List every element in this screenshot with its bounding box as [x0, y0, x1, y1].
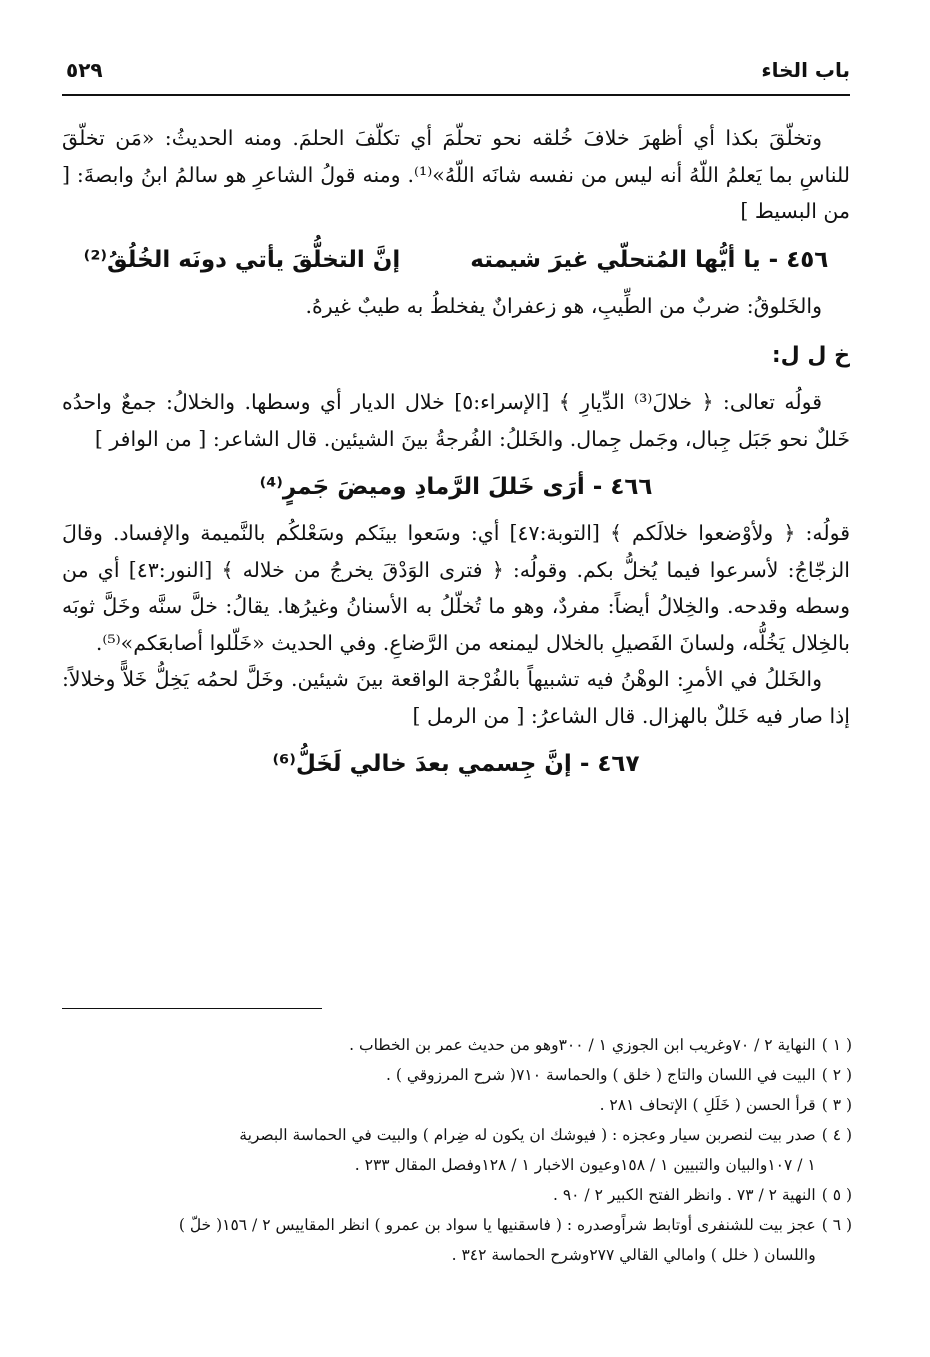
footnote-text: قرأ الحسن ( خَلَلِ ) الإتحاف ٢٨١ .	[599, 1096, 816, 1114]
footnotes	[62, 1030, 852, 1270]
footnote-text: النهية ٢ / ٧٣ . وانظر الفتح الكبير ٢ / ٩٠ .	[552, 1186, 816, 1204]
footnote-1	[62, 1030, 852, 1060]
footnote-text-continued: ١ / ١٠٧والبيان والتبيين ١ / ١٥٨وعيون الاخبار ١ / ١٢٨وفصل المقال ٢٣٣ .	[354, 1156, 816, 1174]
footnote-6	[62, 1210, 852, 1270]
footnote-number: ( ٥ )	[821, 1186, 852, 1204]
paragraph-khalal-amr: والخَللُ في الأمرِ: الوهْنُ فيه تشبيهاً بالفُرْجة الواقعة بينَ شيئين. وخَلَّ لحمُه يَخِلُّ خَلاًّ وخلالاً: إذا صار فيه خَللٌ بالهزال. قال الشاعرُ: [ من الرمل ]	[62, 667, 850, 728]
main-text	[62, 120, 850, 792]
footnote-number: ( ٦ )	[821, 1216, 852, 1234]
header-divider	[62, 94, 850, 96]
footnote-divider	[62, 1008, 322, 1009]
verse-456-first-hemistich: يا أيُّها المُتحلّي غيرَ شيمته	[470, 246, 761, 273]
root-heading: خ ل ل:	[771, 343, 850, 368]
footnote-text-block	[62, 1120, 816, 1180]
verse-456	[62, 242, 850, 278]
footnote-5	[62, 1180, 852, 1210]
paragraph-khilal: قولُه تعالى: ﴿ خلالَ⁽³⁾ الدِّيارِ ﴾ [الإسراء:٥] خلال الديار أي وسطها. والخلالُ: جمعٌ واحدُه خَللٌ نحو جَبَل جِبال، وجَمل جِمال. والخَللُ: الفُرجةُ بينَ الشيئين. قال الشاعر: [ من الوافر ]	[62, 390, 850, 451]
chapter-title: باب الخاء	[761, 58, 850, 82]
footnote-number: ( ٢ )	[821, 1066, 852, 1084]
verse-466: ٤٦٦ - أرَى خَللَ الرَّمادِ وميضَ جَمرٍ⁽⁴⁾	[259, 474, 653, 500]
footnote-2	[62, 1060, 852, 1090]
page-number: ٥٢٩	[66, 58, 103, 82]
footnote-text-continued: واللسان ( خلل ) وامالي القالي ٢٧٧وشرح الحماسة ٣٤٢ .	[451, 1246, 816, 1264]
footnote-text: البيت في اللسان والتاج ( خلق ) والحماسة ٧١٠( شرح المرزوقي ) .	[385, 1066, 816, 1084]
footnote-text: النهاية ٢ / ٧٠وغريب ابن الجوزي ١ / ٣٠٠وهو من حديث عمر بن الخطاب .	[349, 1036, 816, 1054]
verse-467: ٤٦٧ - إنَّ جِسمي بعدَ خالي لَخَلُّ⁽⁶⁾	[272, 751, 640, 777]
footnote-number: ( ١ )	[821, 1036, 852, 1054]
verse-456-second-hemistich: إنَّ التخلُّقَ يأتي دونَه الخُلُقُ⁽²⁾	[83, 246, 401, 273]
paragraph-takhallaqa: وتخلّقَ بكذا أي أظهرَ خلافَ خُلقه نحو تحلّمَ أي تكلّفَ الحلمَ. ومنه الحديثُ: «مَن تخلّقَ للناسِ بما يَعلمُ اللّهُ أنه ليس من نفسه شانَه اللّهُ»⁽¹⁾. ومنه قولُ الشاعرِ هو سالمُ ابنُ وابصةَ: [ من البسيط ]	[62, 126, 850, 223]
footnote-number: ( ٤ )	[821, 1126, 852, 1144]
footnote-text: عجز بيت للشنفرى أوتابط شراًوصدره : ( فاسقنيها يا سواد بن عمرو ) انظر المقاييس ٢ / ١٥٦( خلّ )	[178, 1216, 816, 1234]
verse-456-number: ٤٥٦ -	[760, 246, 829, 273]
paragraph-khaluq: والخَلوقُ: ضربٌ من الطِّيبِ، هو زعفرانٌ يفخلطُ به طيبٌ غيرهُ.	[305, 293, 822, 318]
footnote-text: صدر بيت لنصربن سيار وعجزه : ( فيوشك ان يكون له ضِرام ) والبيت في الحماسة البصرية	[239, 1126, 816, 1144]
paragraph-awda-u: قولُه: ﴿ ولأوْضعوا خلالَكم ﴾ [التوبة:٤٧] أي: وسَعوا بينَكم وسَعْلكُم بالنَّميمة والإفساد. وقالَ الزجّاجُ: لأسرعوا فيما يُخلُّ بكم. وقولُه: ﴿ فترى الوَدْقَ يخرجُ من خلاله ﴾ [النور:٤٣] أي من وسطه وقدحه. والخِلالُ أيضاً: مفردٌ، وهو ما تُخلّلُ به الأسنانُ وغيرُها. يقالُ: خلَّ سنَّه وخَلَّ ثوبَه بالخِلال يَخُلُّه، ولسانَ الفَصيلِ بالخلال ليمنعه من الرَّضاعِ. وفي الحديث «خَلّلوا أصابعَكم»⁽⁵⁾.	[62, 521, 851, 655]
page	[62, 50, 851, 777]
footnote-3	[62, 1090, 852, 1120]
footnote-text-block	[62, 1210, 816, 1270]
footnote-4	[62, 1120, 852, 1180]
footnote-number: ( ٣ )	[821, 1096, 852, 1114]
running-header	[62, 50, 850, 92]
